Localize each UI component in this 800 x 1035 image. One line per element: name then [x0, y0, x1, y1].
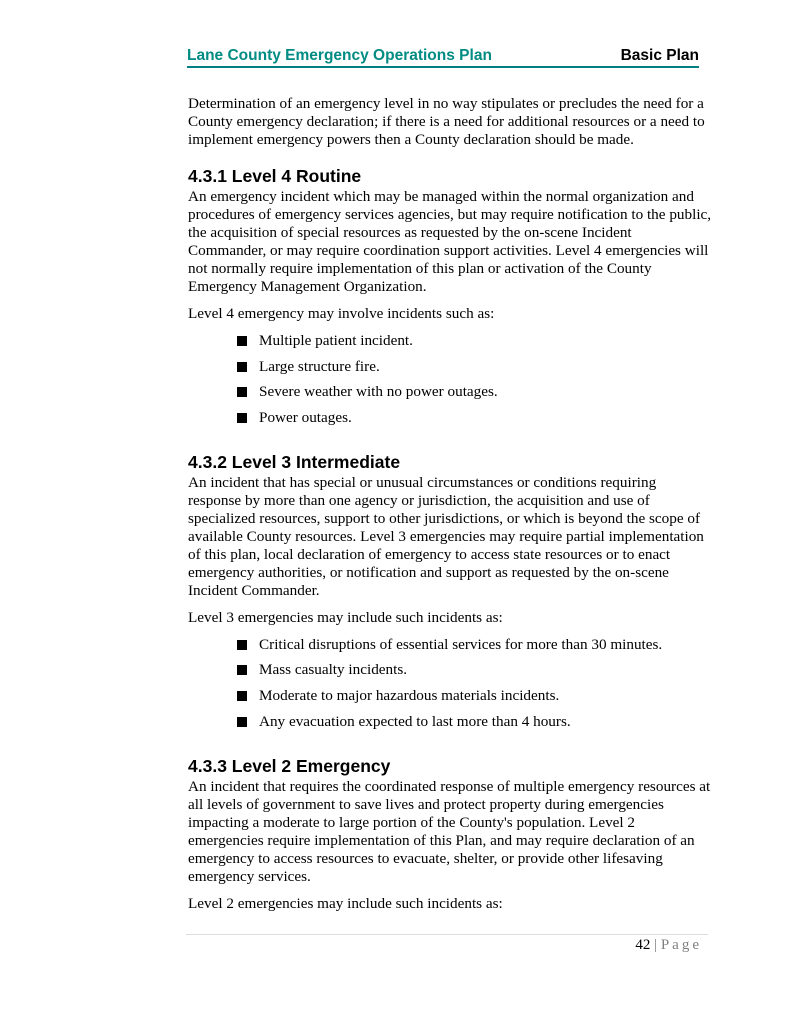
list-lead: Level 4 emergency may involve incidents such as: [188, 305, 495, 322]
list-item [188, 409, 712, 435]
footer-separator: | [654, 937, 658, 953]
list-lead: Level 3 emergencies may include such incidents as: [188, 608, 503, 626]
section-title: Basic Plan [620, 47, 699, 64]
list-item [188, 661, 712, 687]
footer-divider [186, 934, 708, 935]
list-lead: Level 2 emergencies may include such incidents as: [188, 894, 503, 912]
list-item [188, 636, 712, 662]
page-footer [635, 937, 702, 954]
list-item [188, 358, 712, 384]
list-item-text: Mass casualty incidents. [259, 661, 408, 679]
section-body: An incident that has special or unusual circumstances or conditions requiring response by more than one agency or jurisdiction, the acquisition and use of specialized resources, support to other jurisdictions, or which is beyond the scope of available County resources. Level 3 emergencies may require partial implementation of this plan, local declaration of emergency to access state resources or to enact emergency authorities, or notification and support as requested by the on-scene Incident Commander. [188, 473, 704, 599]
section-body: An incident that requires the coordinated response of multiple emergency resources at all levels of government to save lives and protect property during emergencies impacting a moderate to large portion of the County's population. Level 2 emergencies require implementation of this Plan, and may require declaration of an emergency to access resources to evacuate, shelter, or provide other lifesaving emergency services. [188, 777, 711, 885]
document-title: Lane County Emergency Operations Plan [187, 47, 492, 64]
list-item-text: Any evacuation expected to last more than 4 hours. [259, 712, 571, 730]
square-bullet-icon [237, 717, 247, 727]
intro-paragraph: Determination of an emergency level in no way stipulates or precludes the need for a County emergency declaration; if there is a need for additional resources or a need to implement emergency powers then a County declaration should be made. [188, 95, 705, 148]
section-heading: 4.3.3 Level 2 Emergency [188, 755, 391, 776]
page-content [188, 95, 712, 922]
section-heading: 4.3.2 Level 3 Intermediate [188, 451, 401, 472]
section-body: An emergency incident which may be managed within the normal organization and procedures of emergency services agencies, but may require notification to the public, the acquisition of special resources as requested by the on-scene Incident Commander, or may require coordination support activities. Level 4 emergencies will not normally require implementation of this plan or activation of the County Emergency Management Organization. [188, 188, 712, 295]
page-header [187, 46, 699, 68]
square-bullet-icon [237, 387, 247, 397]
list-item-text: Multiple patient incident. [259, 332, 413, 349]
square-bullet-icon [237, 691, 247, 701]
list-item-text: Large structure fire. [259, 357, 380, 375]
page-label: Page [660, 937, 702, 953]
list-item-text: Moderate to major hazardous materials incidents. [259, 687, 560, 705]
list-item-text: Severe weather with no power outages. [259, 383, 498, 401]
square-bullet-icon [237, 665, 247, 675]
square-bullet-icon [237, 336, 247, 346]
square-bullet-icon [237, 640, 247, 650]
section-heading: 4.3.1 Level 4 Routine [188, 166, 362, 186]
list-item [188, 332, 712, 358]
square-bullet-icon [237, 362, 247, 372]
bullet-list [188, 636, 712, 739]
page-number: 42 [635, 937, 651, 953]
list-item-text: Power outages. [259, 409, 352, 427]
list-item [188, 383, 712, 409]
list-item-text: Critical disruptions of essential services for more than 30 minutes. [259, 635, 663, 653]
list-item [188, 687, 712, 713]
list-item [188, 713, 712, 739]
bullet-list [188, 332, 712, 435]
square-bullet-icon [237, 413, 247, 423]
